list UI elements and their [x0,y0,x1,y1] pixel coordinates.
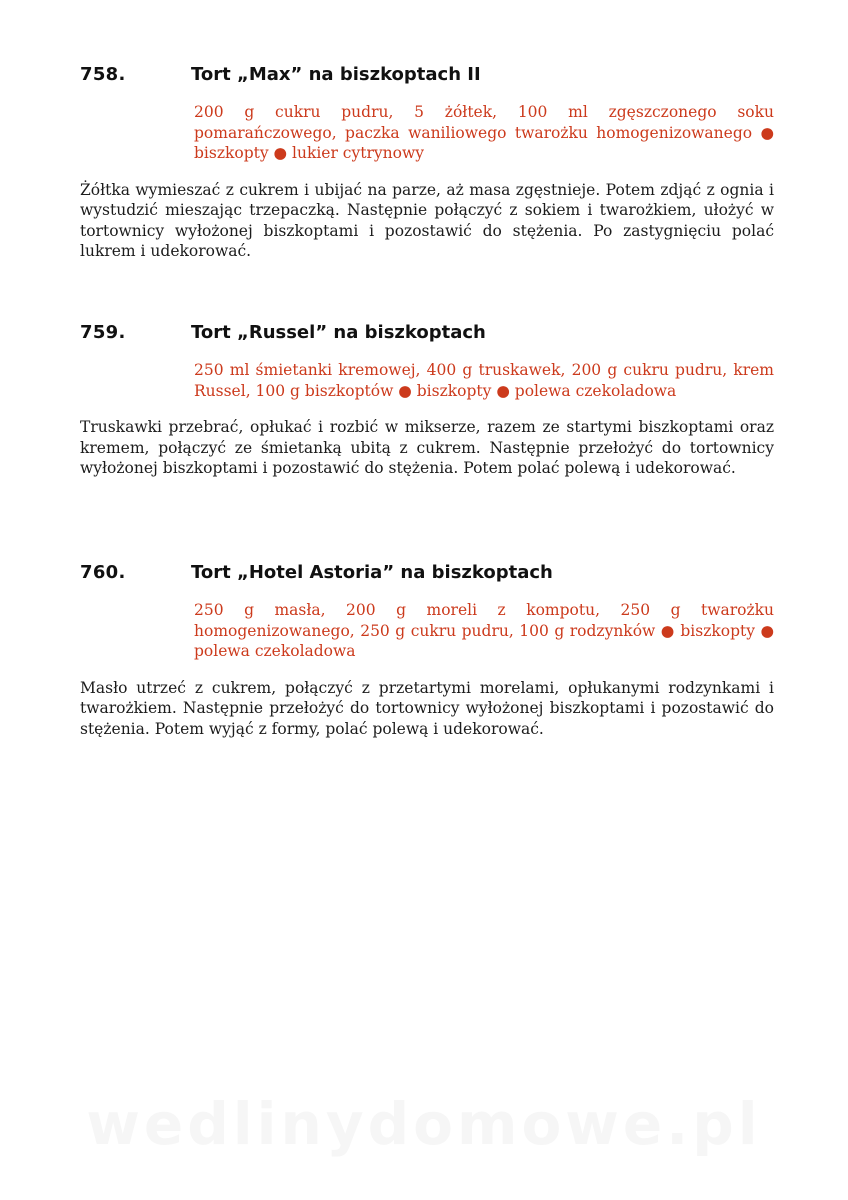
recipe-number: 758. [80,64,126,85]
recipe-heading [80,322,780,350]
recipe-ingredients: 250 g masła, 200 g moreli z kompotu, 250 g twarożku homogenizowanego, 250 g cukru pudru, 100 g rodzynków ● biszkopty ● polewa czekoladowa [194,601,774,660]
recipe-758 [80,64,780,262]
recipe-759 [80,322,780,479]
recipe-method: Żółtka wymieszać z cukrem i ubijać na parze, aż masa zgęstnieje. Potem zdjąć z ognia i wystudzić mieszając trzepaczką. Następnie połączyć z sokiem i twarożkiem, ułożyć w tortownicy wyłożonej biszkoptami i pozostawić do stężenia. Po zastygnięciu polać lukrem i udekorować. [80,180,774,260]
recipe-number: 759. [80,322,126,343]
recipe-title: Tort „Hotel Astoria” na biszkoptach [191,562,553,583]
recipe-760 [80,562,780,739]
recipe-heading [80,64,780,92]
watermark: wedlinydomowe.pl [86,1090,762,1158]
recipe-title: Tort „Max” na biszkoptach II [191,64,481,85]
recipe-heading [80,562,780,590]
recipe-number: 760. [80,562,126,583]
recipe-method: Truskawki przebrać, opłukać i rozbić w mikserze, razem ze startymi biszkoptami oraz kremem, połączyć ze śmietanką ubitą z cukrem. Następnie przełożyć do tortownicy wyłożonej biszkoptami i pozostawić do stężenia. Potem polać polewą i udekorować. [80,418,774,477]
recipe-ingredients: 200 g cukru pudru, 5 żółtek, 100 ml zgęszczonego soku pomarańczowego, paczka waniliowego twarożku homogenizowanego ● biszkopty ● lukier cytrynowy [194,103,774,162]
recipe-ingredients: 250 ml śmietanki kremowej, 400 g truskawek, 200 g cukru pudru, krem Russel, 100 g biszkoptów ● biszkopty ● polewa czekoladowa [194,361,774,400]
recipe-method: Masło utrzeć z cukrem, połączyć z przetartymi morelami, opłukanymi rodzynkami i twarożkiem. Następnie przełożyć do tortownicy wyłożonej biszkoptami i pozostawić do stężenia. Potem wyjąć z formy, polać polewą i udekorować. [80,678,774,738]
recipe-title: Tort „Russel” na biszkoptach [191,322,486,343]
